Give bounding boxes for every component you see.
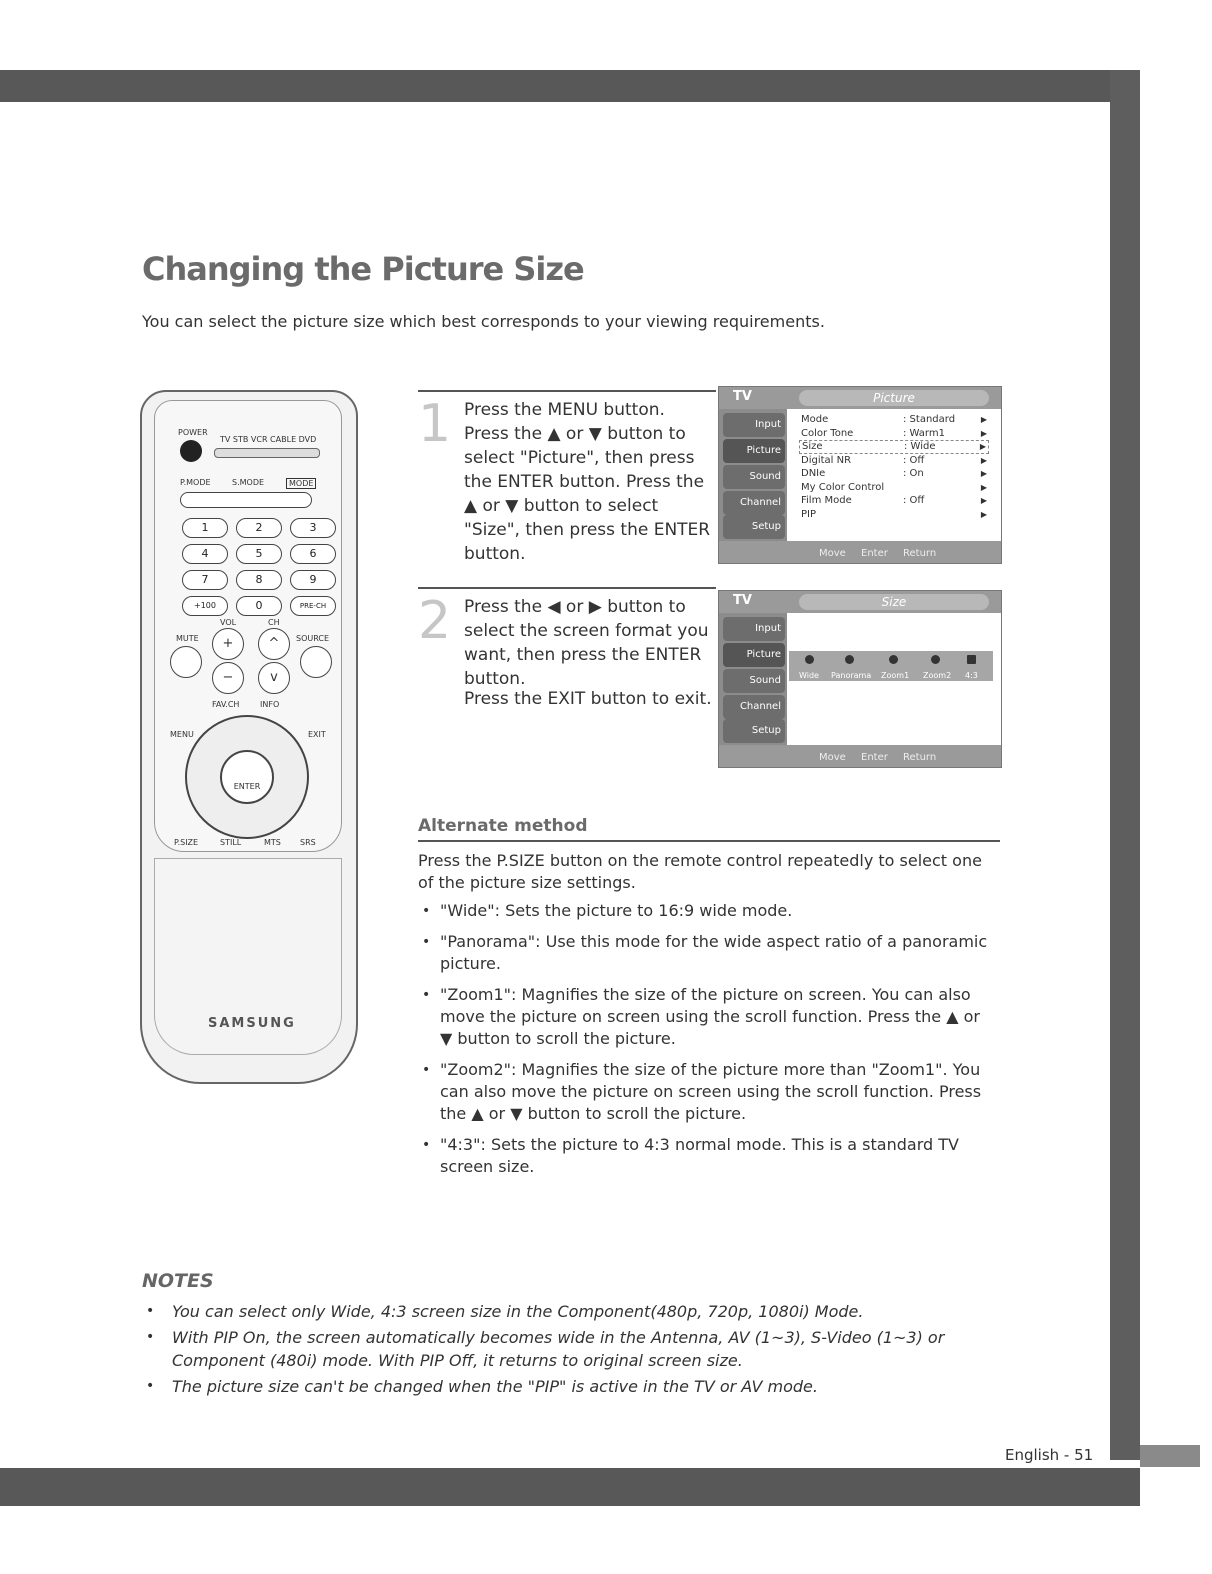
size-options-strip xyxy=(789,651,993,681)
key-8: 8 xyxy=(236,570,282,590)
bullet-icon: • xyxy=(146,1378,155,1394)
list-item xyxy=(142,1300,1022,1323)
list-item xyxy=(418,931,988,975)
osd-nav-hint: Move Enter Return xyxy=(819,548,937,559)
ch-label: CH xyxy=(268,618,280,627)
size-icon-panorama xyxy=(845,655,854,664)
list-item xyxy=(418,984,988,1050)
mute-label: MUTE xyxy=(176,634,199,643)
mts-label: MTS xyxy=(264,838,281,847)
step-2-extra: Press the EXIT button to exit. xyxy=(464,689,712,709)
osd-tv-label: TV xyxy=(733,389,752,404)
source-button xyxy=(300,646,332,678)
osd-tab-sound: Sound xyxy=(723,669,785,693)
bullet-icon: • xyxy=(422,1137,431,1153)
key-5: 5 xyxy=(236,544,282,564)
size-icon-wide xyxy=(805,655,814,664)
vol-label: VOL xyxy=(220,618,237,627)
key-4: 4 xyxy=(182,544,228,564)
osd-row-key: Digital NR xyxy=(801,454,852,466)
osd-row-pip xyxy=(799,508,989,522)
list-item-text: "Zoom2": Magnifies the size of the picture more than "Zoom1". You can also move the picture on screen using the scroll function. Press the ▲ or ▼ button to scroll the picture. xyxy=(440,1060,982,1123)
osd-row-key: DNIe xyxy=(801,468,826,479)
key-prech: PRE-CH xyxy=(290,596,336,616)
osd-sidebar xyxy=(719,613,787,745)
arrow-right-icon: ▶ xyxy=(980,509,987,519)
notes-title: NOTES xyxy=(142,1270,214,1292)
osd-row-key: My Color Control xyxy=(801,481,885,493)
size-option-zoom2: Zoom2 xyxy=(923,671,952,680)
key-2: 2 xyxy=(236,518,282,538)
osd-row-value: : Warm1 xyxy=(903,427,945,439)
arrow-right-icon: ▶ xyxy=(980,415,987,424)
vol-up-button: + xyxy=(212,628,244,660)
size-option-zoom1: Zoom1 xyxy=(881,671,910,680)
list-item-text: With PIP On, the screen automatically becomes wide in the Antenna, AV (1~3), S-Video (1~3) or Component (480i) mode. With PIP Off, it returns to original screen size. xyxy=(172,1328,945,1370)
mode-label: MODE xyxy=(286,478,316,489)
favch-label: FAV.CH xyxy=(212,700,240,709)
osd-tab-sound: Sound xyxy=(723,465,785,489)
mode-buttons xyxy=(180,492,312,508)
bullet-icon: • xyxy=(146,1329,155,1345)
arrow-right-icon: ▶ xyxy=(980,496,987,505)
arrow-right-icon: ▶ xyxy=(980,469,987,478)
list-item-text: "Wide": Sets the picture to 16:9 wide mode. xyxy=(440,901,793,920)
osd-row-key: Mode xyxy=(801,414,829,425)
alternate-method-rule xyxy=(418,840,1000,842)
osd-tab-setup: Setup xyxy=(723,719,785,743)
list-item-text: You can select only Wide, 4:3 screen size in the Component(480p, 720p, 1080i) Mode. xyxy=(172,1302,864,1321)
top-band xyxy=(0,70,1140,102)
list-item-text: "Panorama": Use this mode for the wide aspect ratio of a panoramic picture. xyxy=(440,932,988,973)
intro-text: You can select the picture size which best corresponds to your viewing requirements. xyxy=(142,312,825,331)
list-item xyxy=(418,900,988,922)
osd-tab-picture: Picture xyxy=(723,439,785,463)
osd-row-colortone xyxy=(799,427,989,441)
size-option-43: 4:3 xyxy=(965,671,978,680)
power-label: POWER xyxy=(178,428,208,437)
osd-row-key: Film Mode xyxy=(801,495,852,506)
size-icon-zoom1 xyxy=(889,655,898,664)
osd-tab-setup: Setup xyxy=(723,515,785,539)
page-title: Changing the Picture Size xyxy=(142,250,584,288)
key-7: 7 xyxy=(182,570,228,590)
list-item xyxy=(418,1059,988,1125)
osd-row-mode xyxy=(799,413,989,427)
step-1-rule xyxy=(418,390,716,392)
bullet-icon: • xyxy=(146,1303,155,1319)
osd-tab-channel: Channel xyxy=(723,491,785,515)
size-icon-43 xyxy=(967,655,976,664)
osd-heading: Picture xyxy=(799,390,989,406)
bullet-icon: • xyxy=(422,1062,431,1078)
list-item xyxy=(142,1326,1022,1372)
list-item-text: "4:3": Sets the picture to 4:3 normal mode. This is a standard TV screen size. xyxy=(440,1135,959,1176)
osd-row-filmmode xyxy=(799,494,989,508)
osd-row-key: Size xyxy=(802,441,823,452)
osd-row-key: PIP xyxy=(801,508,817,520)
osd-tab-input: Input xyxy=(723,617,785,641)
footer-tab xyxy=(1140,1445,1200,1467)
ch-up-button: ^ xyxy=(258,628,290,660)
arrow-right-icon: ▶ xyxy=(980,428,987,438)
source-selector xyxy=(214,448,320,458)
step-2-rule xyxy=(418,587,716,589)
pmode-label: P.MODE xyxy=(180,478,211,487)
bullet-icon: • xyxy=(422,987,431,1003)
bottom-band xyxy=(0,1468,1140,1506)
key-1: 1 xyxy=(182,518,228,538)
step-2-number: 2 xyxy=(418,591,452,651)
osd-tab-input: Input xyxy=(723,413,785,437)
enter-button: ENTER xyxy=(220,750,274,804)
exit-label: EXIT xyxy=(308,730,326,739)
osd-heading: Size xyxy=(799,594,989,610)
notes-list xyxy=(142,1300,1022,1401)
osd-row-value: : Off xyxy=(903,495,925,506)
still-label: STILL xyxy=(220,838,242,847)
list-item-text: "Zoom1": Magnifies the size of the picture on screen. You can also move the picture on screen using the scroll function. Press the ▲ or ▼ button to scroll the picture. xyxy=(440,985,980,1048)
key-plus100: +100 xyxy=(182,596,228,616)
arrow-right-icon: ▶ xyxy=(979,442,986,451)
osd-sidebar xyxy=(719,409,787,541)
osd-row-value: : On xyxy=(903,468,924,479)
osd-tab-channel: Channel xyxy=(723,695,785,719)
osd-menu-list xyxy=(799,413,989,521)
list-item xyxy=(418,1134,988,1178)
remote-brand: SAMSUNG xyxy=(208,1016,296,1031)
arrow-right-icon: ▶ xyxy=(980,482,987,492)
osd-row-mycolor xyxy=(799,481,989,495)
osd-row-key: Color Tone xyxy=(801,427,854,439)
menu-label: MENU xyxy=(170,730,194,739)
right-band xyxy=(1110,70,1140,1460)
osd-row-value: : Standard xyxy=(903,414,956,425)
osd-row-dnie xyxy=(799,467,989,481)
size-icon-zoom2 xyxy=(931,655,940,664)
power-button xyxy=(180,440,202,462)
vol-down-button: − xyxy=(212,662,244,694)
source-label: SOURCE xyxy=(296,634,330,643)
bullet-icon: • xyxy=(422,903,431,919)
size-option-panorama: Panorama xyxy=(831,671,872,680)
page-number: English - 51 xyxy=(1005,1446,1094,1464)
key-0: 0 xyxy=(236,596,282,616)
srs-label: SRS xyxy=(300,838,316,847)
ch-down-button: v xyxy=(258,662,290,694)
key-3: 3 xyxy=(290,518,336,538)
alternate-method-list xyxy=(418,900,988,1187)
remote-illustration xyxy=(140,390,356,1085)
info-label: INFO xyxy=(260,700,280,709)
osd-row-size xyxy=(799,440,989,454)
psize-label: P.SIZE xyxy=(174,838,199,847)
list-item xyxy=(142,1375,1022,1398)
step-2-text: Press the ◀ or ▶ button to select the screen format you want, then press the ENTER button. xyxy=(464,597,709,689)
step-1-number: 1 xyxy=(418,394,452,454)
alternate-method-title: Alternate method xyxy=(418,816,588,836)
osd-row-digitalnr xyxy=(799,454,989,468)
osd-tab-picture: Picture xyxy=(723,643,785,667)
osd-picture-menu xyxy=(718,386,1002,564)
osd-tv-label: TV xyxy=(733,593,752,608)
arrow-right-icon: ▶ xyxy=(980,455,987,465)
size-option-wide: Wide xyxy=(799,671,819,680)
osd-row-value: : Wide xyxy=(904,441,936,452)
osd-size-menu xyxy=(718,590,1002,768)
bullet-icon: • xyxy=(422,934,431,950)
key-9: 9 xyxy=(290,570,336,590)
mute-button xyxy=(170,646,202,678)
alternate-method-intro: Press the P.SIZE button on the remote control repeatedly to select one of the picture size settings. xyxy=(418,851,982,892)
smode-label: S.MODE xyxy=(232,478,265,487)
osd-nav-hint: Move Enter Return xyxy=(819,752,937,763)
list-item-text: The picture size can't be changed when the "PIP" is active in the TV or AV mode. xyxy=(172,1377,818,1396)
osd-row-value: : Off xyxy=(903,454,925,466)
key-6: 6 xyxy=(290,544,336,564)
step-1-text: Press the MENU button. Press the ▲ or ▼ button to select "Picture", then press the ENTER button. Press the ▲ or ▼ button to select "Size", then press the ENTER button. xyxy=(464,400,711,564)
source-labels: TV STB VCR CABLE DVD xyxy=(220,435,317,444)
